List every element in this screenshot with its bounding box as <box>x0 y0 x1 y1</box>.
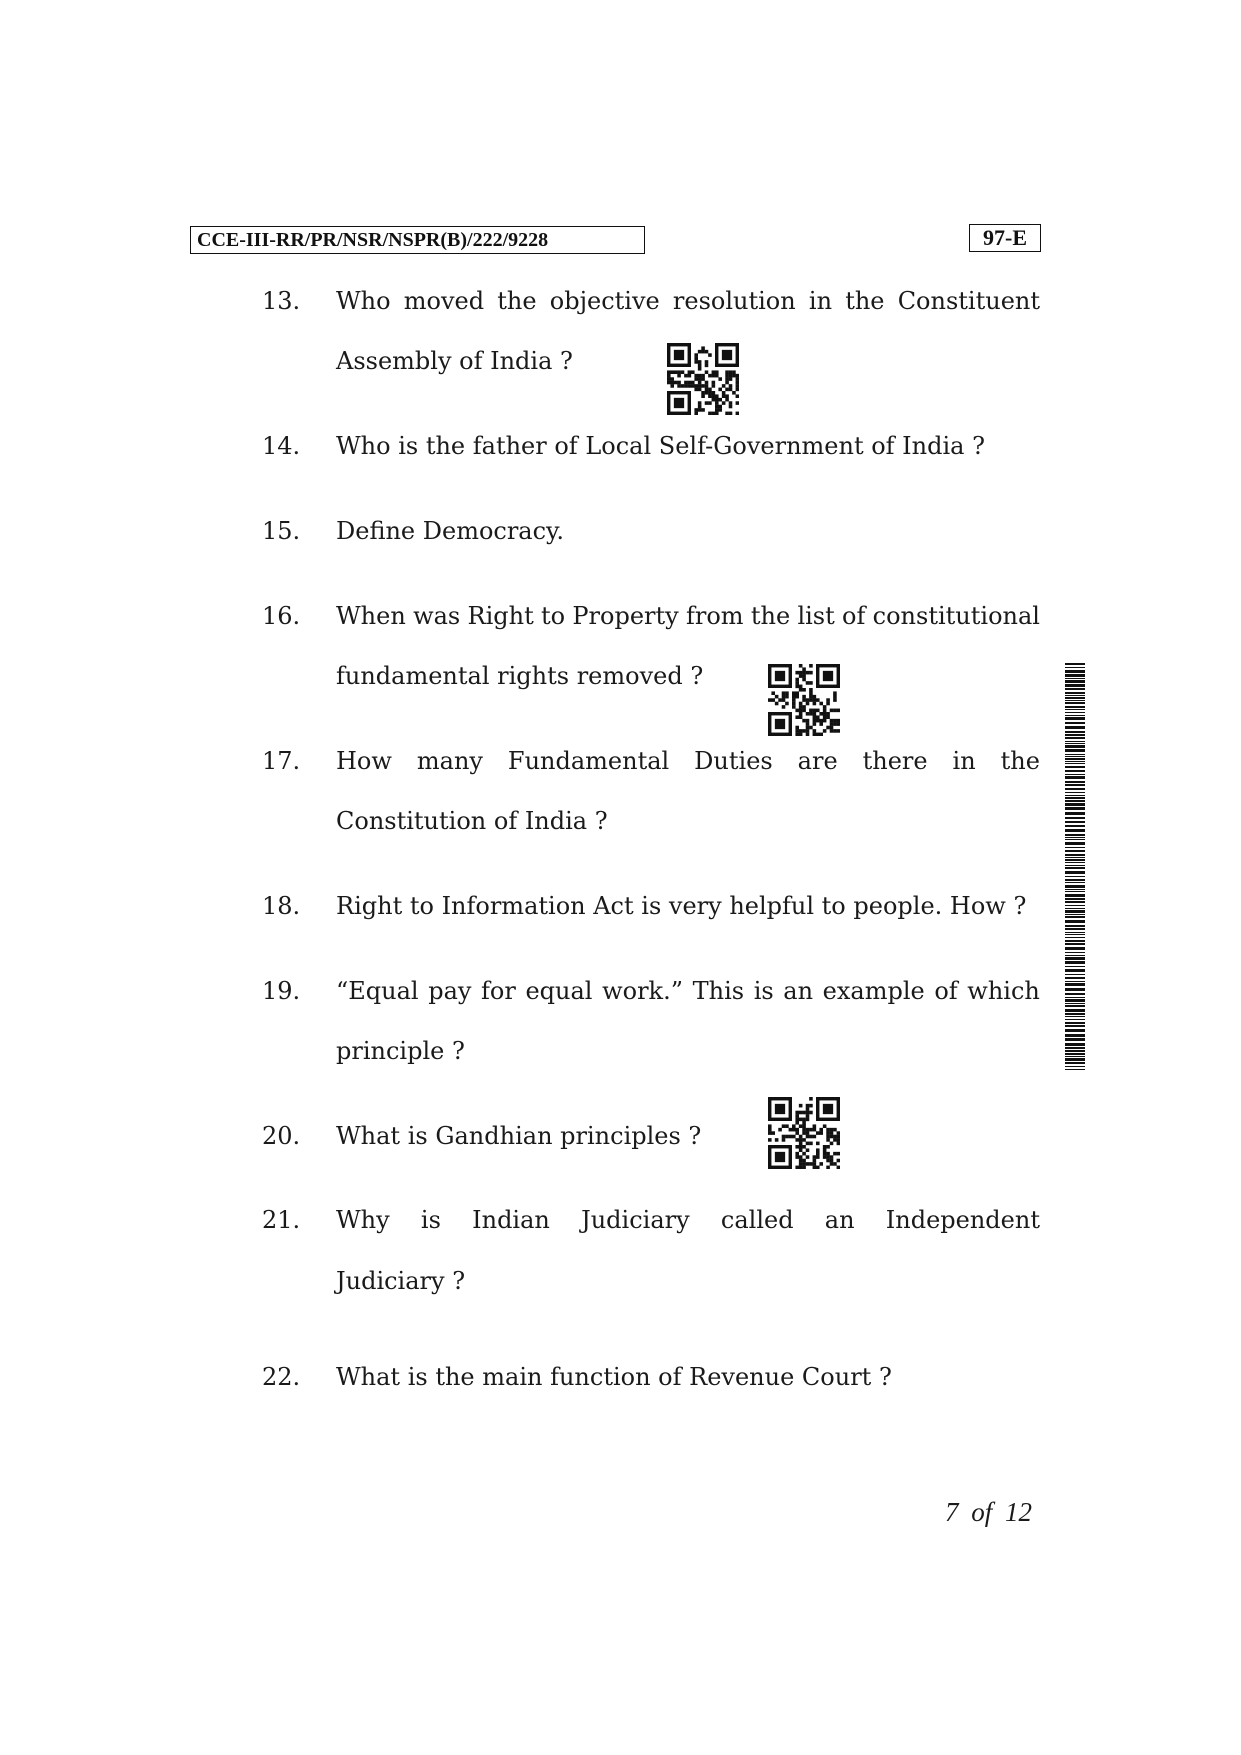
question-text: Who is the father of Local Self-Government of India ? <box>336 432 985 460</box>
question-text: When was Right to Property from the list of constitutional <box>336 602 1040 630</box>
qr-code-icon <box>768 1097 840 1169</box>
qr-code-icon <box>667 343 739 415</box>
question-number: 18. <box>262 892 301 920</box>
question-text: Constitution of India ? <box>336 807 608 835</box>
set-code: 97-E <box>969 224 1041 252</box>
question-text: Right to Information Act is very helpful to people. How ? <box>336 892 1027 920</box>
qr-code-icon <box>768 664 840 736</box>
question-number: 22. <box>262 1363 301 1391</box>
question-text: Assembly of India ? <box>336 347 573 375</box>
question-number: 13. <box>262 287 301 315</box>
question-number: 15. <box>262 517 301 545</box>
question-number: 20. <box>262 1122 301 1150</box>
question-number: 19. <box>262 977 301 1005</box>
question-number: 14. <box>262 432 301 460</box>
question-text: Judiciary ? <box>336 1267 466 1295</box>
question-text: Why is Indian Judiciary called an Independent <box>336 1206 1040 1234</box>
barcode-icon <box>1065 663 1085 1071</box>
page-number: 7 of 12 <box>945 1497 1033 1527</box>
question-text: What is the main function of Revenue Court ? <box>336 1363 892 1391</box>
question-number: 21. <box>262 1206 301 1234</box>
question-text: principle ? <box>336 1037 465 1065</box>
question-text: Who moved the objective resolution in the Constituent <box>336 287 1040 315</box>
question-text: fundamental rights removed ? <box>336 662 704 690</box>
paper-code: CCE-III-RR/PR/NSR/NSPR(B)/222/9228 <box>190 226 645 254</box>
question-text: “Equal pay for equal work.” This is an example of which <box>336 977 1040 1005</box>
question-number: 16. <box>262 602 301 630</box>
question-text: What is Gandhian principles ? <box>336 1122 702 1150</box>
question-number: 17. <box>262 747 301 775</box>
question-text: Define Democracy. <box>336 517 565 545</box>
question-text: How many Fundamental Duties are there in the <box>336 747 1040 775</box>
